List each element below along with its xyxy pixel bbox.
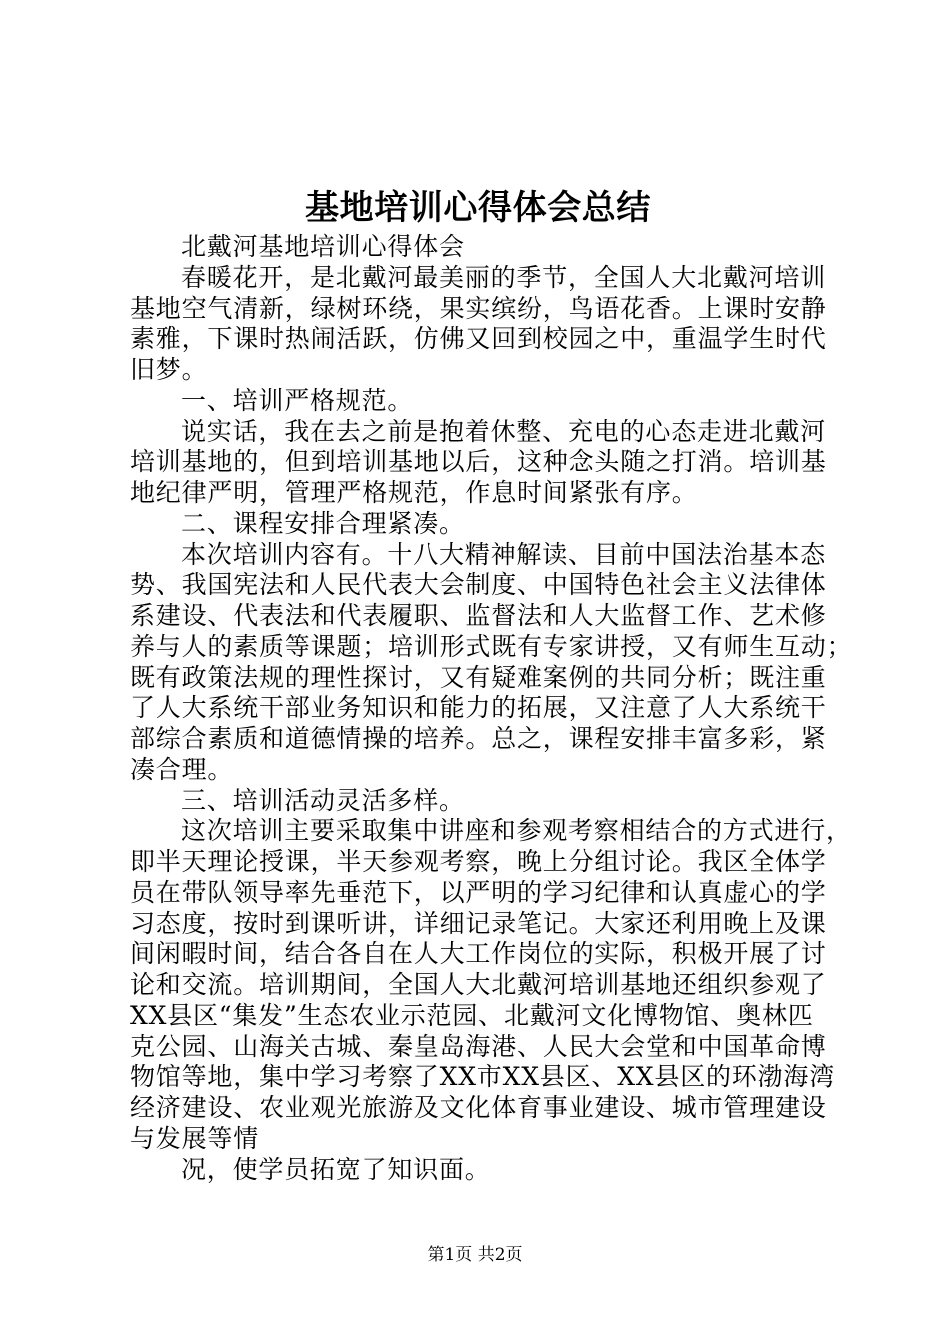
text-line: 素雅，下课时热闹活跃，仿佛又回到校园之中，重温学生时代 bbox=[130, 324, 827, 354]
text-line: 系建设、代表法和代表履职、监督法和人大监督工作、艺术修 bbox=[130, 601, 827, 630]
text-line: 既有政策法规的理性探讨，又有疑难案例的共同分析；既注重 bbox=[130, 662, 827, 692]
text-line: 物馆等地，集中学习考察了XX市XX县区、XX县区的环渤海湾 bbox=[130, 1062, 835, 1092]
text-line: 间闲暇时间，结合各自在人大工作岗位的实际，积极开展了讨 bbox=[130, 939, 827, 969]
section-heading-1 bbox=[130, 386, 870, 417]
text-line: 即半天理论授课，半天参观考察，晚上分组讨论。我区全体学 bbox=[130, 847, 827, 876]
text-line: 基地空气清新，绿树环绕，果实缤纷，鸟语花香。上课时安静 bbox=[130, 293, 827, 323]
text-line: 一、培训严格规范。 bbox=[181, 385, 414, 415]
body-paragraph bbox=[130, 263, 870, 386]
text-line: 了人大系统干部业务知识和能力的拓展，又注意了人大系统干 bbox=[130, 693, 827, 723]
text-line: 旧梦。 bbox=[130, 355, 208, 384]
section-heading-2 bbox=[130, 509, 870, 540]
page-number-footer: 第1页 共2页 bbox=[427, 1245, 523, 1265]
text-line: 说实话，我在去之前是抱着休整、充电的心态走进北戴河 bbox=[181, 416, 827, 446]
text-line: 论和交流。培训期间，全国人大北戴河培训基地还组织参观了 bbox=[130, 970, 827, 999]
text-line: 克公园、山海关古城、秦皇岛海港、人民大会堂和中国革命博 bbox=[130, 1031, 827, 1061]
text-line: 二、课程安排合理紧凑。 bbox=[181, 508, 465, 538]
body-paragraph bbox=[130, 816, 870, 1154]
text-line: 经济建设、农业观光旅游及文化体育事业建设、城市管理建设 bbox=[130, 1093, 827, 1122]
document-body bbox=[130, 232, 870, 1185]
document-title: 基地培训心得体会总结 bbox=[305, 188, 651, 228]
text-line: 本次培训内容有。十八大精神解读、目前中国法治基本态 bbox=[181, 539, 827, 569]
text-line: 三、培训活动灵活多样。 bbox=[181, 785, 465, 815]
subtitle-paragraph bbox=[130, 232, 870, 263]
text-line: 与发展等情 bbox=[130, 1123, 260, 1153]
text-line: 培训基地的，但到培训基地以后，这种念头随之打消。培训基 bbox=[130, 447, 827, 477]
text-line: 员在带队领导率先垂范下，以严明的学习纪律和认真虚心的学 bbox=[130, 877, 827, 907]
body-paragraph bbox=[130, 1155, 870, 1186]
text-line: 北戴河基地培训心得体会 bbox=[181, 232, 465, 261]
text-line: 势、我国宪法和人民代表大会制度、中国特色社会主义法律体 bbox=[130, 570, 827, 600]
text-line: 养与人的素质等课题；培训形式既有专家讲授，又有师生互动； bbox=[130, 631, 853, 661]
text-line: 凑合理。 bbox=[130, 754, 234, 784]
body-paragraph bbox=[130, 417, 870, 509]
body-paragraph bbox=[130, 540, 870, 786]
text-line: 况，使学员拓宽了知识面。 bbox=[181, 1154, 491, 1184]
text-line: 春暖花开，是北戴河最美丽的季节，全国人大北戴河培训 bbox=[181, 262, 827, 292]
text-line: 这次培训主要采取集中讲座和参观考察相结合的方式进行， bbox=[181, 816, 852, 846]
text-line: XX县区“集发”生态农业示范园、北戴河文化博物馆、奥林匹 bbox=[130, 1000, 814, 1030]
text-line: 地纪律严明，管理严格规范，作息时间紧张有序。 bbox=[130, 478, 698, 507]
text-line: 部综合素质和道德情操的培养。总之，课程安排丰富多彩，紧 bbox=[130, 724, 827, 753]
text-line: 习态度，按时到课听讲，详细记录笔记。大家还利用晚上及课 bbox=[130, 908, 827, 938]
section-heading-3 bbox=[130, 786, 870, 817]
